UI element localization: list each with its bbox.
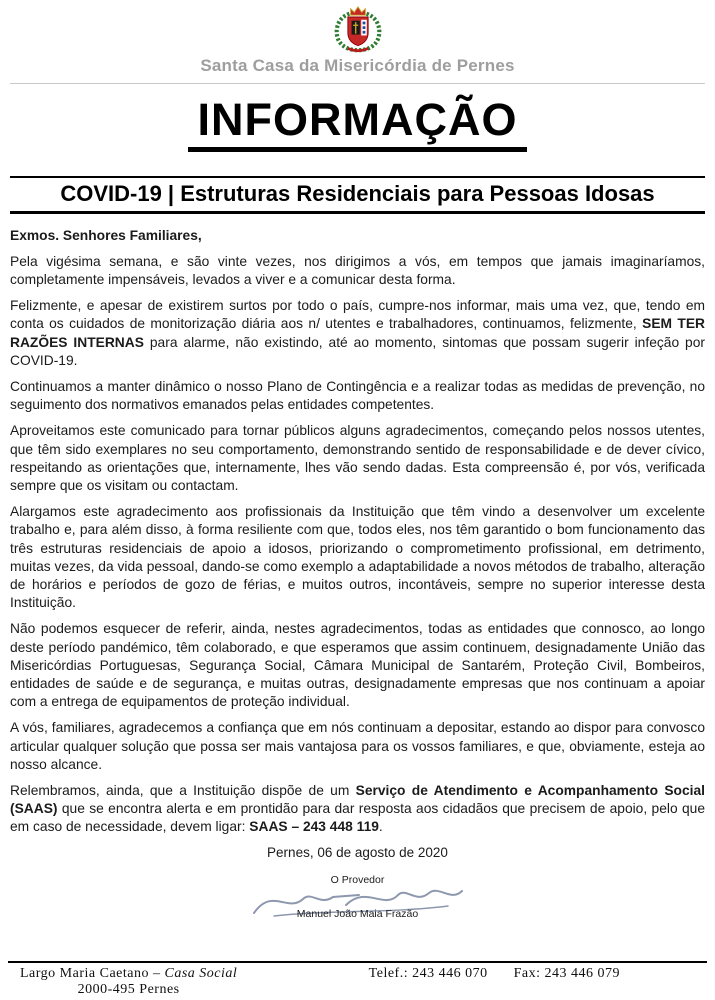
paragraph: Pela vigésima semana, e são vinte vezes, nos dirigimos a vós, em tempos que jamais imaginaríamos, completamente impensáveis, levados a viver e a comunicar desta forma. xyxy=(10,253,705,287)
subject-banner-text: COVID-19 | Estruturas Residenciais para Pessoas Idosas xyxy=(60,180,655,206)
page-title xyxy=(0,96,715,152)
footer-phone: Telef.: 243 446 070 xyxy=(368,966,488,981)
subject-banner xyxy=(10,176,705,214)
letter-body xyxy=(10,227,705,837)
coat-of-arms-icon xyxy=(330,5,386,53)
signature-name: Manuel João Maia Frazão xyxy=(296,907,419,920)
address-line-2: 2000-495 Pernes xyxy=(77,982,180,997)
paragraph: Felizmente, e apesar de existirem surtos por todo o país, cumpre-nos informar, mais uma vez, que, tendo em conta os cuidados de monitorização diária aos n/ utentes e trabalhadores, continuamos, felizmente, SEM TER RAZÕES INTERNAS para alarme, não existindo, até ao momento, sintomas que possam sugerir infeção por COVID-19. xyxy=(10,298,705,368)
paragraph: Não podemos esquecer de referir, ainda, nestes agradecimentos, todas as entidades que connosco, ao longo deste período pandémico, têm colaborado, e que esperamos que assim continuem, designadamente União das Misericórdias Portuguesas, Segurança Social, Câmara Municipal de Santarém, Proteção Civil, Bombeiros, entidades de saúde e de segurança, e muitas outras, designadamente empresas que nos continuam a apoiar com a entrega de equipamentos de proteção individual. xyxy=(10,621,705,710)
signature-block xyxy=(233,874,483,920)
paragraph: Continuamos a manter dinâmico o nosso Plano de Contingência e a realizar todas as medidas de prevenção, no seguimento dos normativos emanados pelas entidades competentes. xyxy=(10,379,705,413)
footer-divider xyxy=(8,961,707,963)
footer-contacts xyxy=(369,966,620,998)
dateline: Pernes, 06 de agosto de 2020 xyxy=(267,844,448,860)
signature-role: O Provedor xyxy=(330,873,385,886)
address-line-1: Largo Maria Caetano – Casa Social xyxy=(20,966,238,981)
paragraph: Alargamos este agradecimento aos profissionais da Instituição que têm vindo a desenvolver um excelente trabalho e, para além disso, à forma resiliente com que, todos eles, nos têm garantido o bom funcionamento das três estruturas residenciais de apoio a idosos, priorizando o comprometimento profissional, em detrimento, muitas vezes, da vida pessoal, dando-se como exemplo a adaptabilidade a novos métodos de trabalho, alteração de horários e períodos de gozo de férias, e muitos outros, incontáveis, sempre no superior interesse desta Instituição. xyxy=(10,504,705,611)
page-footer xyxy=(0,961,715,998)
paragraph: Exmos. Senhores Familiares, xyxy=(10,227,202,243)
header-divider xyxy=(10,83,705,84)
page-title-text: INFORMAÇÃO xyxy=(188,96,528,152)
org-name: Santa Casa da Misericórdia de Pernes xyxy=(200,56,515,75)
footer-address xyxy=(20,966,237,998)
paragraph: Aproveitamos este comunicado para tornar públicos alguns agradecimentos, começando pelos nossos utentes, que têm sido exemplares no seu comportamento, demonstrando sentido de responsabilidade e de dever cívico, respeitando as orientações que, internamente, lhes vão sendo dadas. Esta compreensão é, por vós, verificada sempre que os visitam ou contactam. xyxy=(10,423,705,494)
letterhead xyxy=(0,0,715,84)
paragraph: Relembramos, ainda, que a Instituição dispõe de um Serviço de Atendimento e Acompanhamento Social (SAAS) que se encontra alerta e em prontidão para dar resposta aos cidadãos que precisem de apoio, pelo que em caso de necessidade, devem ligar: SAAS – 243 448 119. xyxy=(10,783,705,835)
paragraph: A vós, familiares, agradecemos a confiança que em nós continuam a depositar, estando ao dispor para convosco articular qualquer solução que possa ser mais vantajosa para os vossos familiares, e que, obviamente, esteja ao nosso alcance. xyxy=(10,720,705,772)
footer-fax: Fax: 243 446 079 xyxy=(513,966,620,981)
